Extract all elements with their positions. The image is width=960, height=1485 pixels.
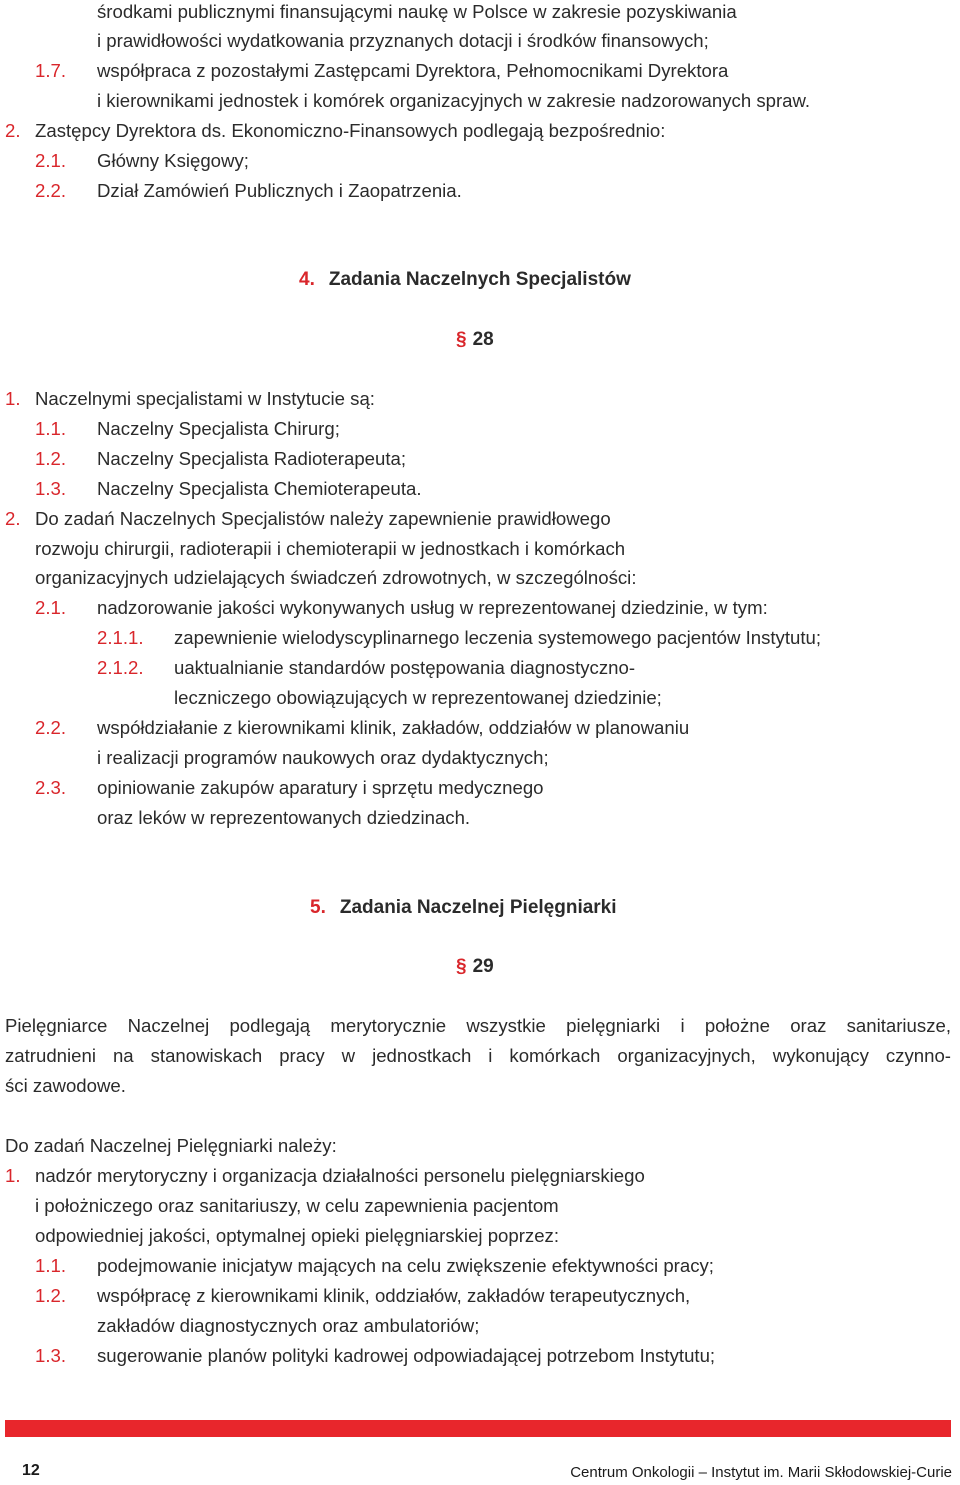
text-line: oraz leków w reprezentowanych dziedzinach. — [97, 807, 471, 828]
text-line: nadzorowanie jakości wykonywanych usług w reprezentowanej dziedzinie, w tym: — [97, 597, 768, 618]
text-line: i prawidłowości wydatkowania przyznanych dotacji i środków finansowych; — [97, 30, 709, 51]
list-number: 1.7. — [35, 60, 67, 81]
text-line: nadzór merytoryczny i organizacja działalności personelu pielęgniarskiego — [35, 1165, 645, 1186]
text-line: i realizacji programów naukowych oraz dydaktycznych; — [97, 747, 549, 768]
text-line: i kierownikami jednostek i komórek organizacyjnych w zakresie nadzorowanych spraw. — [97, 90, 811, 111]
text-line: i położniczego oraz sanitariuszy, w celu zapewnienia pacjentom — [35, 1195, 559, 1216]
text-line: uaktualnianie standardów postępowania diagnostyczno- — [174, 657, 636, 678]
chapter-heading — [310, 896, 617, 920]
chapter-number: 4. — [299, 269, 315, 290]
list-number: 2.1. — [35, 597, 67, 618]
chapter-title: Zadania Naczelnych Specjalistów — [328, 269, 631, 290]
text-line: Do zadań Naczelnej Pielęgniarki należy: — [5, 1135, 337, 1156]
list-number: 1.1. — [35, 418, 67, 439]
text-line: rozwoju chirurgii, radioterapii i chemioterapii w jednostkach i komórkach — [35, 538, 626, 559]
text-line: Zastępcy Dyrektora ds. Ekonomiczno-Finansowych podlegają bezpośrednio: — [35, 120, 666, 141]
text-line: Do zadań Naczelnych Specjalistów należy zapewnienie prawidłowego — [35, 508, 611, 529]
text-line: leczniczego obowiązujących w reprezentowanej dziedzinie; — [174, 687, 662, 708]
list-number: 1.1. — [35, 1255, 67, 1276]
list-number: 1.2. — [35, 448, 67, 469]
list-number: 1. — [5, 1165, 21, 1186]
text-line: środkami publicznymi finansującymi naukę w Polsce w zakresie pozyskiwania — [97, 1, 737, 22]
section-number: 28 — [472, 329, 494, 350]
text-line: współpracę z kierownikami klinik, oddziałów, zakładów terapeutycznych, — [97, 1285, 691, 1306]
text-line: opiniowanie zakupów aparatury i sprzętu medycznego — [97, 777, 544, 798]
text-line: Naczelny Specjalista Radioterapeuta; — [97, 448, 407, 469]
text-line: współpraca z pozostałymi Zastępcami Dyrektora, Pełnomocnikami Dyrektora — [97, 60, 729, 81]
section-sign-icon: § — [456, 329, 467, 350]
text-line: Naczelny Specjalista Chemioterapeuta. — [97, 478, 422, 499]
chapter-title: Zadania Naczelnej Pielęgniarki — [339, 897, 617, 918]
text-line: Naczelny Specjalista Chirurg; — [97, 418, 340, 439]
list-number: 1.3. — [35, 1345, 67, 1366]
text-line: podejmowanie inicjatyw mających na celu zwiększenie efektywności pracy; — [97, 1255, 714, 1276]
chapter-number: 5. — [310, 897, 326, 918]
text-line: Dział Zamówień Publicznych i Zaopatrzenia. — [97, 180, 462, 201]
section-heading — [456, 955, 494, 979]
list-number: 2.2. — [35, 180, 67, 201]
text-line: Pielęgniarce Naczelnej podlegają merytorycznie wszystkie pielęgniarki i położne oraz sanitariusze, — [5, 1015, 951, 1036]
section-heading — [456, 328, 494, 352]
list-number: 2.1.2. — [97, 657, 144, 678]
footer-bar — [5, 1420, 951, 1437]
intro-paragraph — [5, 1011, 951, 1101]
text-line: odpowiedniej jakości, optymalnej opieki pielęgniarskiej poprzez: — [35, 1225, 560, 1246]
text-line: Główny Księgowy; — [97, 150, 249, 171]
text-line: sugerowanie planów polityki kadrowej odpowiadającej potrzebom Instytutu; — [97, 1345, 716, 1366]
list-number: 2. — [5, 120, 21, 141]
footer-institution: Centrum Onkologii – Instytut im. Marii Skłodowskiej-Curie — [570, 1464, 952, 1481]
text-line: zakładów diagnostycznych oraz ambulatoriów; — [97, 1315, 480, 1336]
text-line: Naczelnymi specjalistami w Instytucie są: — [35, 388, 375, 409]
list-number: 2.1. — [35, 150, 67, 171]
list-number: 2.1.1. — [97, 627, 144, 648]
text-line: współdziałanie z kierownikami klinik, zakładów, oddziałów w planowaniu — [97, 717, 690, 738]
list-number: 1. — [5, 388, 21, 409]
chapter-heading — [299, 268, 631, 292]
list-number: 2.3. — [35, 777, 67, 798]
text-line: organizacyjnych udzielających świadczeń zdrowotnych, w szczególności: — [35, 567, 637, 588]
list-number: 2. — [5, 508, 21, 529]
text-line: zatrudnieni na stanowiskach pracy w jednostkach i komórkach organizacyjnych, wykonujący czynno- — [5, 1045, 951, 1066]
list-number: 2.2. — [35, 717, 67, 738]
text-line: ści zawodowe. — [5, 1075, 126, 1096]
page-number: 12 — [22, 1462, 40, 1479]
list-number: 1.2. — [35, 1285, 67, 1306]
text-line: zapewnienie wielodyscyplinarnego leczenia systemowego pacjentów Instytutu; — [174, 627, 822, 648]
list-number: 1.3. — [35, 478, 67, 499]
section-sign-icon: § — [456, 956, 467, 977]
section-number: 29 — [472, 956, 494, 977]
